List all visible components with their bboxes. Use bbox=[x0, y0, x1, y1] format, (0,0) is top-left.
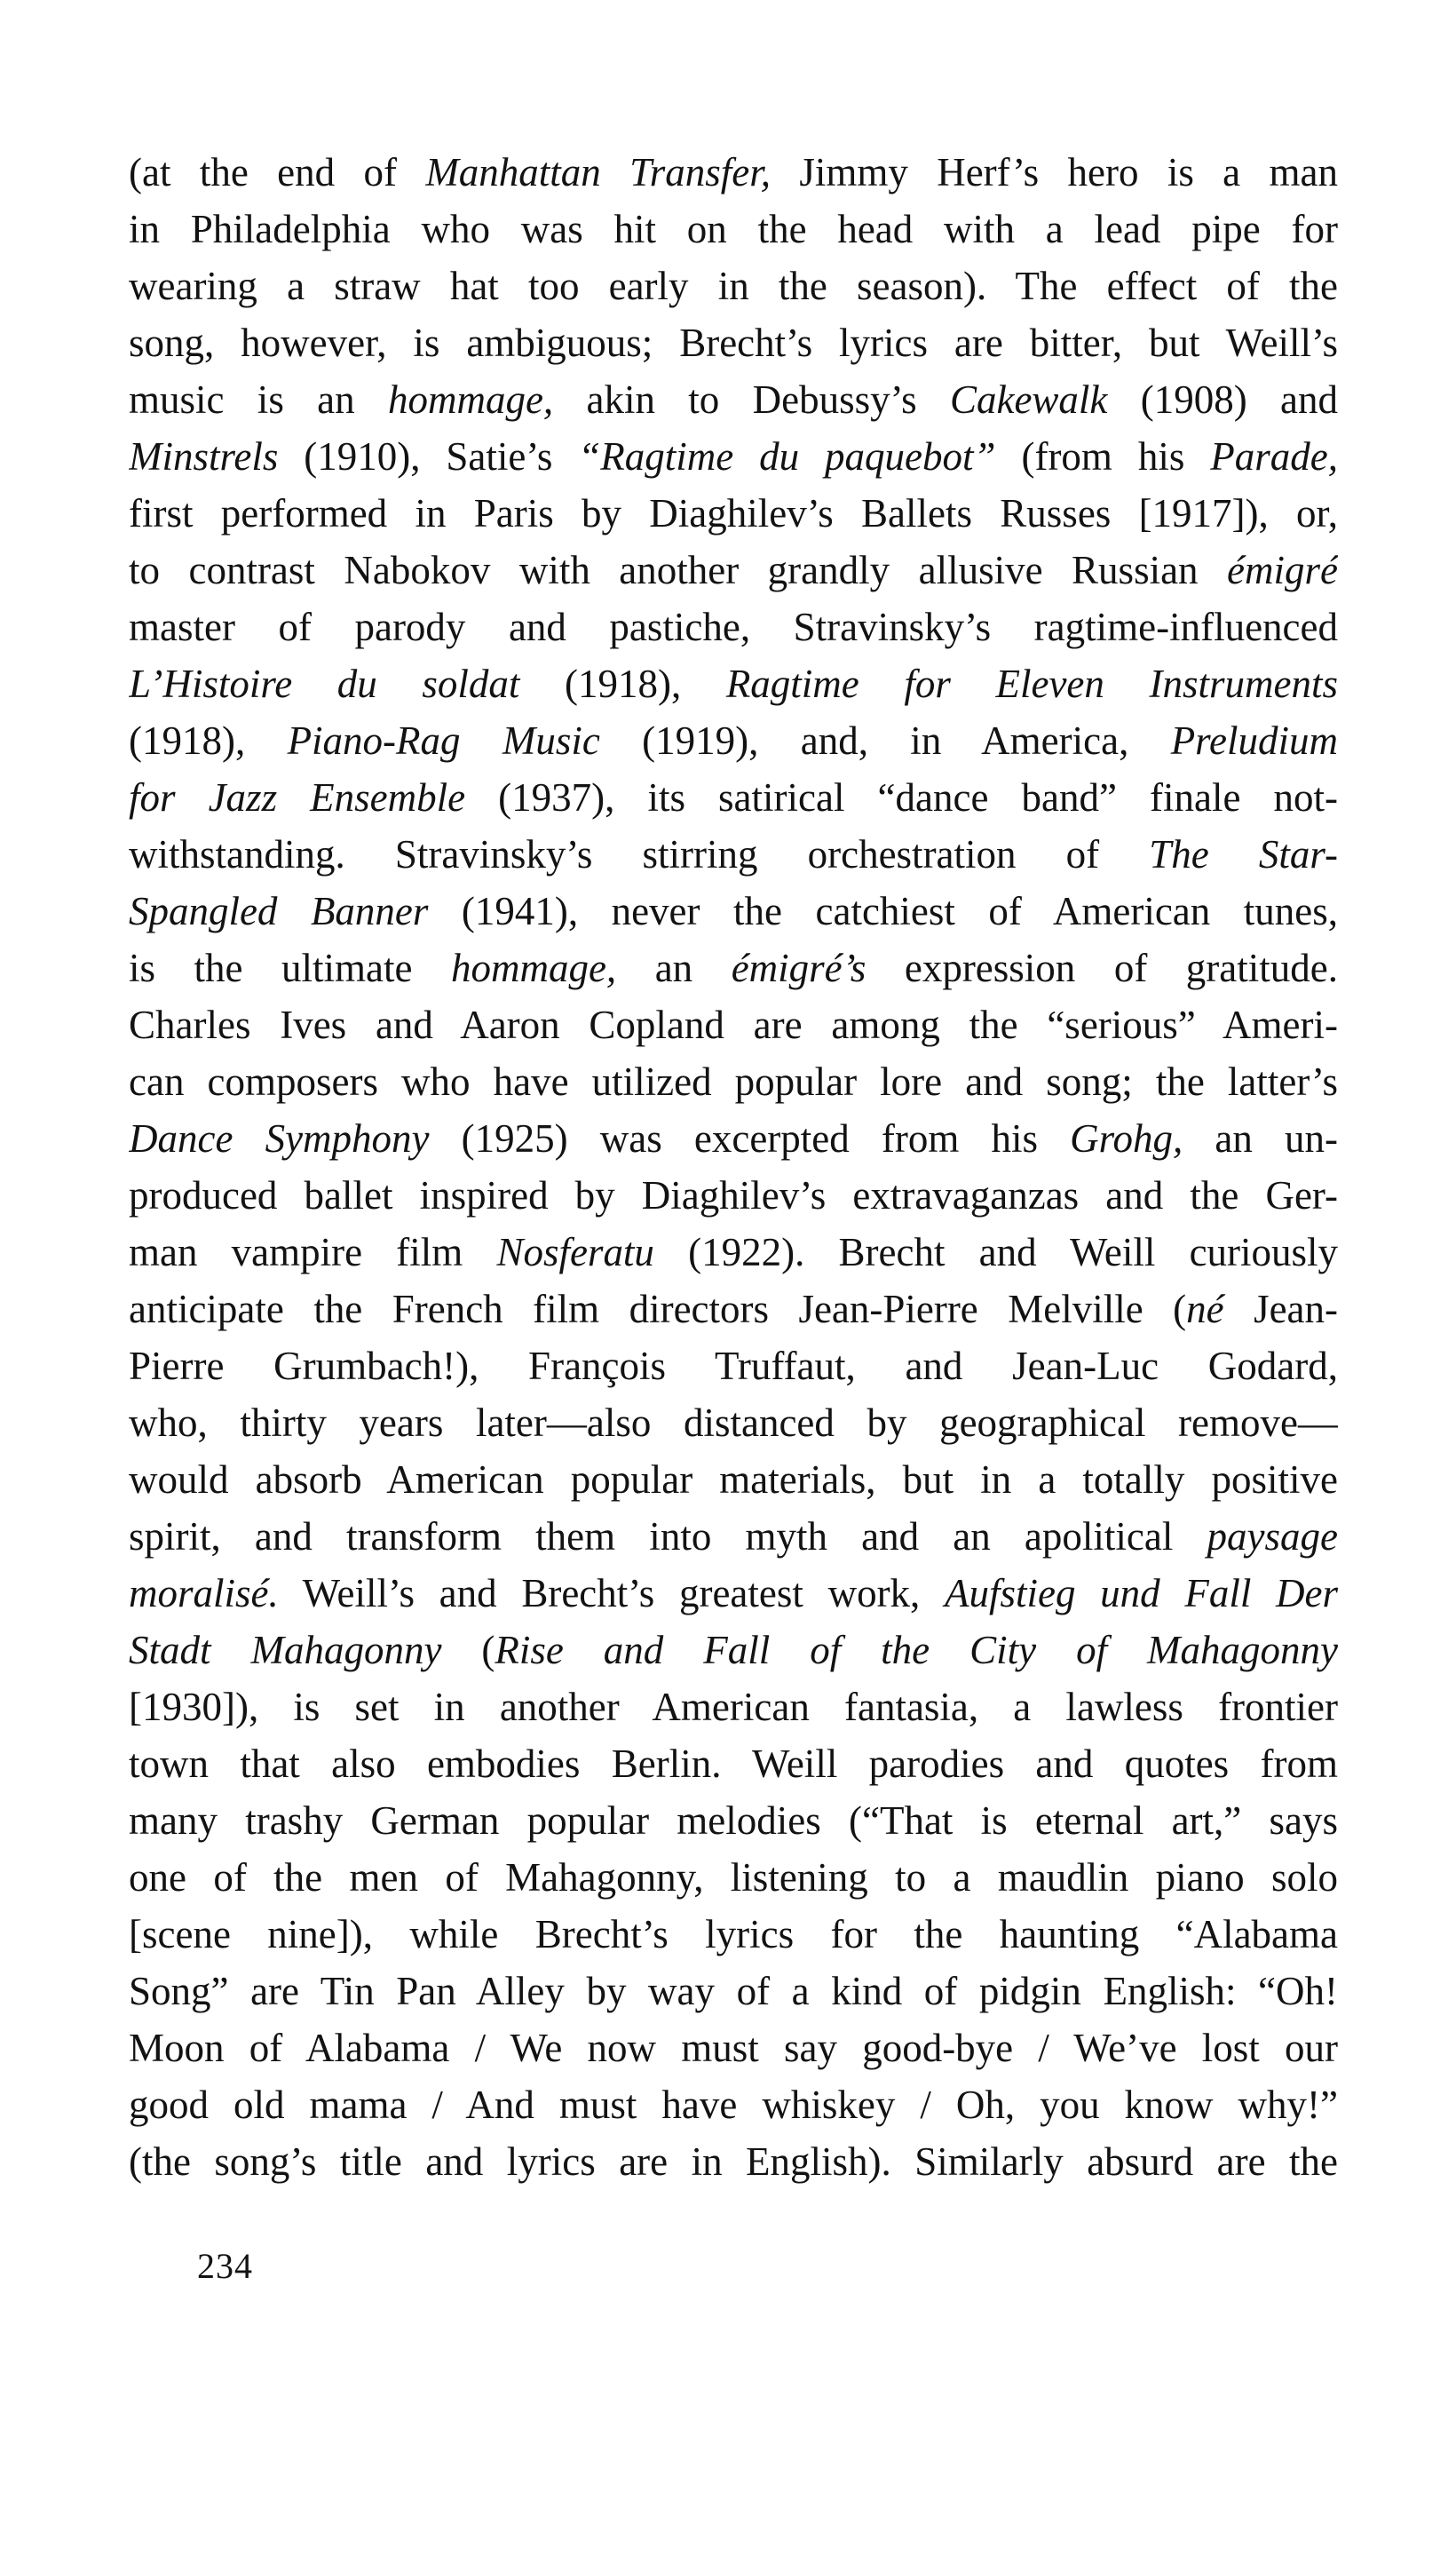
text-run: wearing a straw hat too early in the season). The effect of the bbox=[129, 264, 1338, 308]
text-line bbox=[129, 996, 1338, 1053]
text-run: Weill’s and Brecht’s greatest work, bbox=[278, 1571, 945, 1615]
text-run: (1937), its satirical “dance band” finale not- bbox=[465, 775, 1338, 820]
italic-text: moralisé. bbox=[129, 1571, 279, 1615]
text-run: (1941), never the catchiest of American tunes, bbox=[428, 889, 1338, 933]
text-line bbox=[129, 485, 1338, 542]
italic-text: Ragtime for Eleven Instruments bbox=[725, 662, 1338, 706]
text-run: (1918), bbox=[519, 662, 726, 706]
italic-text: Cakewalk bbox=[949, 377, 1108, 422]
italic-text: Nosferatu bbox=[496, 1230, 654, 1274]
italic-text: émigré’s bbox=[731, 946, 866, 990]
italic-text: hommage, bbox=[450, 946, 617, 990]
text-line bbox=[129, 1849, 1338, 1906]
text-line bbox=[129, 1394, 1338, 1451]
text-line bbox=[129, 1337, 1338, 1394]
text-line bbox=[129, 826, 1338, 883]
text-run: Moon of Alabama / We now must say good-bye / We’ve lost our bbox=[129, 2026, 1338, 2070]
text-run: one of the men of Mahagonny, listening to a maudlin piano solo bbox=[129, 1855, 1338, 1900]
text-run: produced ballet inspired by Diaghilev’s extravaganzas and the Ger- bbox=[129, 1173, 1338, 1218]
text-run: Jean- bbox=[1223, 1287, 1338, 1331]
text-line bbox=[129, 1224, 1338, 1281]
text-line bbox=[129, 371, 1338, 428]
italic-text: Rise and Fall of the City of Mahagonny bbox=[495, 1628, 1338, 1672]
text-run: (from his bbox=[995, 434, 1211, 479]
italic-text: paysage bbox=[1207, 1514, 1338, 1559]
text-run: would absorb American popular materials, but in a totally positive bbox=[129, 1457, 1338, 1502]
text-line bbox=[129, 1792, 1338, 1849]
text-line bbox=[129, 1508, 1338, 1565]
text-line bbox=[129, 2133, 1338, 2190]
text-run: (1918), bbox=[129, 718, 288, 763]
italic-text: Grohg, bbox=[1070, 1116, 1183, 1161]
text-line bbox=[129, 1678, 1338, 1735]
text-line bbox=[129, 655, 1338, 712]
text-run: anticipate the French film directors Jean-Pierre Melville ( bbox=[129, 1287, 1187, 1331]
text-run: an un- bbox=[1183, 1116, 1338, 1161]
text-run: Charles Ives and Aaron Copland are among the “serious” Ameri- bbox=[129, 1003, 1338, 1047]
italic-text: Preludium bbox=[1170, 718, 1338, 763]
text-line bbox=[129, 1110, 1338, 1167]
italic-text: “Ragtime du paquebot” bbox=[578, 434, 996, 479]
text-run: (1925) was excerpted from his bbox=[429, 1116, 1071, 1161]
text-run: is the ultimate bbox=[129, 946, 451, 990]
text-line bbox=[129, 1565, 1338, 1622]
text-run: expression of gratitude. bbox=[866, 946, 1338, 990]
text-run: music is an bbox=[129, 377, 388, 422]
text-run: to contrast Nabokov with another grandly allusive Russian bbox=[129, 548, 1228, 592]
text-run: good old mama / And must have whiskey / Oh, you know why!” bbox=[129, 2083, 1338, 2127]
text-line bbox=[129, 1963, 1338, 2019]
text-run: many trashy German popular melodies (“That is eternal art,” says bbox=[129, 1798, 1338, 1843]
text-run: man vampire film bbox=[129, 1230, 497, 1274]
italic-text: émigré bbox=[1227, 548, 1338, 592]
text-line bbox=[129, 2019, 1338, 2076]
text-line bbox=[129, 883, 1338, 940]
italic-text: The Star- bbox=[1149, 832, 1338, 877]
text-line bbox=[129, 599, 1338, 655]
italic-text: Aufstieg und Fall Der bbox=[945, 1571, 1338, 1615]
italic-text: for Jazz Ensemble bbox=[129, 775, 466, 820]
text-run: Jimmy Herf’s hero is a man bbox=[770, 150, 1338, 194]
text-run: [1930]), is set in another American fantasia, a lawless frontier bbox=[129, 1685, 1338, 1729]
text-line bbox=[129, 2076, 1338, 2133]
italic-text: Minstrels bbox=[129, 434, 279, 479]
text-run: in Philadelphia who was hit on the head with a lead pipe for bbox=[129, 207, 1338, 251]
text-line bbox=[129, 1053, 1338, 1110]
text-run: town that also embodies Berlin. Weill parodies and quotes from bbox=[129, 1742, 1338, 1786]
text-line bbox=[129, 1735, 1338, 1792]
text-line bbox=[129, 428, 1338, 485]
text-line bbox=[129, 940, 1338, 996]
text-line bbox=[129, 769, 1338, 826]
text-line bbox=[129, 258, 1338, 314]
text-run: can composers who have utilized popular lore and song; the latter’s bbox=[129, 1059, 1338, 1104]
text-run: [scene nine]), while Brecht’s lyrics for the haunting “Alabama bbox=[129, 1912, 1338, 1956]
text-run: akin to Debussy’s bbox=[553, 377, 950, 422]
italic-text: Piano-Rag Music bbox=[287, 718, 600, 763]
italic-text: Dance Symphony bbox=[129, 1116, 430, 1161]
italic-text: L’Histoire du soldat bbox=[129, 662, 520, 706]
text-run: who, thirty years later—also distanced by geographical remove— bbox=[129, 1401, 1338, 1445]
text-line bbox=[129, 712, 1338, 769]
text-line bbox=[129, 1622, 1338, 1678]
text-line bbox=[129, 201, 1338, 258]
page-number: 234 bbox=[197, 2246, 253, 2286]
text-run: (1922). Brecht and Weill curiously bbox=[653, 1230, 1338, 1274]
text-run: song, however, is ambiguous; Brecht’s lyrics are bitter, but Weill’s bbox=[129, 321, 1338, 365]
text-line bbox=[129, 1906, 1338, 1963]
text-run: (1910), Satie’s bbox=[278, 434, 579, 479]
italic-text: Spangled Banner bbox=[129, 889, 429, 933]
text-run: first performed in Paris by Diaghilev’s Ballets Russes [1917]), or, bbox=[129, 491, 1338, 536]
text-run: (at the end of bbox=[129, 150, 426, 194]
text-run: Song” are Tin Pan Alley by way of a kind of pidgin English: “Oh! bbox=[129, 1969, 1338, 2013]
italic-text: né bbox=[1186, 1287, 1224, 1331]
text-run: withstanding. Stravinsky’s stirring orchestration of bbox=[129, 832, 1150, 877]
text-run: (the song’s title and lyrics are in English). Similarly absurd are the bbox=[129, 2139, 1338, 2184]
text-line bbox=[129, 542, 1338, 599]
italic-text: Stadt Mahagonny bbox=[129, 1628, 442, 1672]
body-text bbox=[129, 144, 1338, 2190]
italic-text: Parade, bbox=[1210, 434, 1338, 479]
text-line bbox=[129, 1281, 1338, 1337]
text-run: (1919), and, in America, bbox=[599, 718, 1171, 763]
text-run: an bbox=[616, 946, 732, 990]
text-line bbox=[129, 314, 1338, 371]
text-line bbox=[129, 144, 1338, 201]
italic-text: hommage, bbox=[387, 377, 554, 422]
text-line bbox=[129, 1451, 1338, 1508]
text-run: (1908) and bbox=[1107, 377, 1338, 422]
italic-text: Manhattan Transfer, bbox=[425, 150, 771, 194]
text-run: Pierre Grumbach!), François Truffaut, and Jean-Luc Godard, bbox=[129, 1344, 1338, 1388]
text-run: master of parody and pastiche, Stravinsky’s ragtime-influenced bbox=[129, 605, 1338, 649]
text-run: ( bbox=[441, 1628, 495, 1672]
text-line bbox=[129, 1167, 1338, 1224]
text-run: spirit, and transform them into myth and an apolitical bbox=[129, 1514, 1207, 1559]
